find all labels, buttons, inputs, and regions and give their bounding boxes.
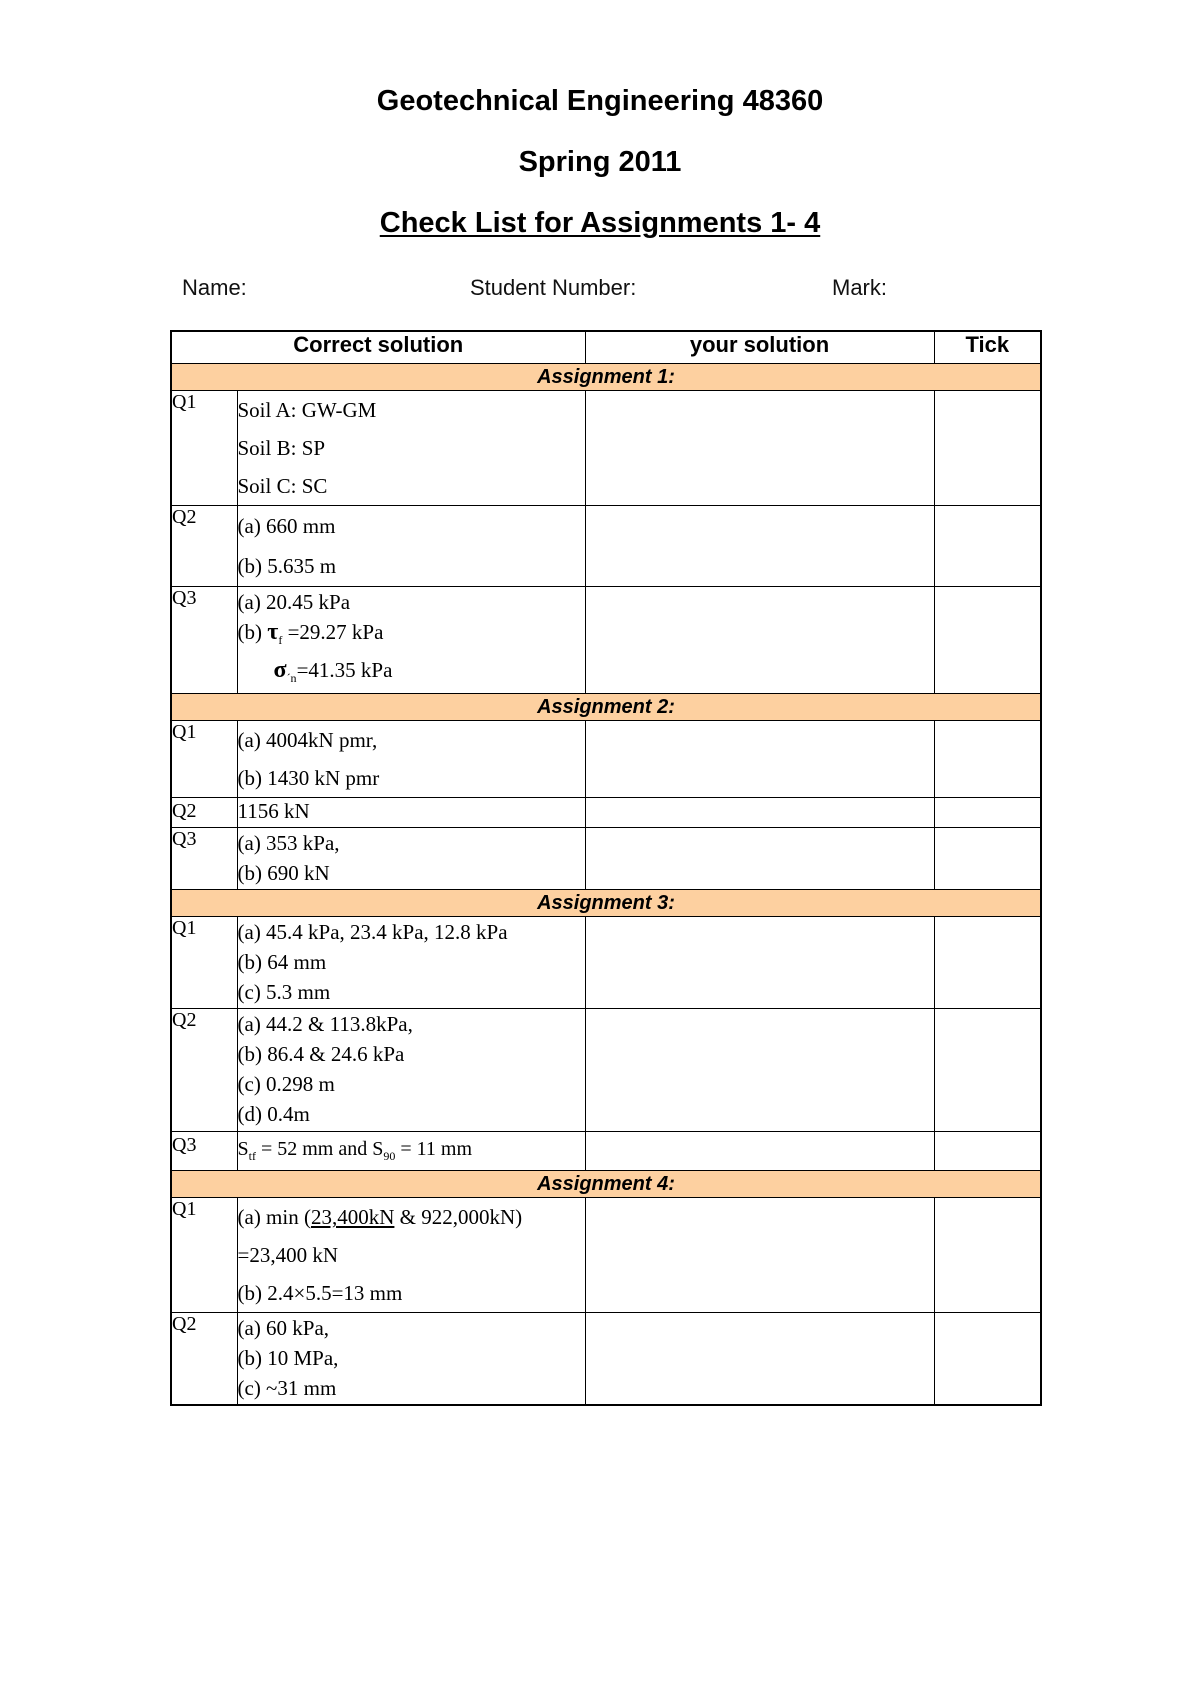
answer-line: 1156 kN [237, 799, 310, 824]
answer-line: (b) 64 mm [237, 950, 327, 975]
answer-line: (a) 4004kN pmr, [237, 728, 378, 753]
table-row [171, 721, 1041, 798]
answer-line [238, 617, 585, 655]
answer-value: =29.27 kPa [282, 620, 384, 644]
answer-line: (b) 5.635 m [237, 554, 337, 578]
answer-line: (c) ~31 mm [237, 1376, 337, 1401]
section-assignment-4 [171, 1171, 1041, 1198]
section-title: Assignment 4: [171, 1171, 1041, 1198]
your-solution-cell[interactable] [585, 1009, 934, 1132]
answer-line: (a) 45.4 kPa, 23.4 kPa, 12.8 kPa [237, 920, 508, 945]
tick-cell[interactable] [934, 798, 1041, 828]
answer-line: (d) 0.4m [237, 1102, 310, 1127]
answer-line: (b) 10 MPa, [237, 1346, 339, 1371]
section-assignment-2 [171, 694, 1041, 721]
tick-cell[interactable] [934, 828, 1041, 890]
your-solution-cell[interactable] [585, 798, 934, 828]
table-row [171, 1198, 1041, 1313]
table-row [171, 506, 1041, 587]
answer-line: Soil C: SC [237, 474, 328, 498]
your-solution-cell[interactable] [585, 828, 934, 890]
answer-value: =41.35 kPa [296, 658, 393, 683]
answer-line: (b) 690 kN [237, 861, 330, 886]
settlement-symbol: S [372, 1138, 384, 1161]
col-header-tick: Tick [934, 331, 1041, 364]
correct-solution-cell [237, 587, 585, 694]
answer-prefix: (a) min ( [237, 1205, 311, 1230]
course-title: Geotechnical Engineering 48360 [376, 85, 824, 117]
tick-cell[interactable] [934, 1132, 1041, 1171]
correct-solution-cell [237, 391, 585, 506]
correct-solution-cell [237, 798, 585, 828]
question-number: Q3 [171, 587, 237, 694]
tick-cell[interactable] [934, 721, 1041, 798]
answer-value: & 922,000kN) [394, 1205, 523, 1230]
tick-cell[interactable] [934, 1009, 1041, 1132]
table-row [171, 828, 1041, 890]
table-row [171, 1313, 1041, 1405]
question-number: Q1 [171, 391, 237, 506]
tick-cell[interactable] [934, 587, 1041, 694]
correct-solution-cell [237, 506, 585, 587]
question-number: Q2 [171, 1009, 237, 1132]
term-title: Spring 2011 [518, 146, 682, 178]
correct-solution-cell [237, 917, 585, 1009]
section-assignment-3 [171, 890, 1041, 917]
section-title: Assignment 2: [171, 694, 1041, 721]
answer-line: (c) 5.3 mm [237, 980, 331, 1005]
col-header-yours: your solution [585, 331, 934, 364]
sigma-subscript: ´n [286, 671, 297, 686]
your-solution-cell[interactable] [585, 391, 934, 506]
answer-line: (a) 44.2 & 113.8kPa, [237, 1012, 413, 1037]
col-header-correct: Correct solution [171, 331, 585, 364]
your-solution-cell[interactable] [585, 587, 934, 694]
answer-line: Soil A: GW-GM [237, 398, 377, 422]
answer-line: (a) 20.45 kPa [237, 590, 351, 614]
correct-solution-cell [237, 1132, 585, 1171]
question-number: Q2 [171, 1313, 237, 1405]
sigma-symbol: σ [273, 657, 287, 684]
table-row [171, 587, 1041, 694]
your-solution-cell[interactable] [585, 721, 934, 798]
correct-solution-cell [237, 1009, 585, 1132]
checklist-table [170, 330, 1042, 1406]
settlement-subscript: 90 [383, 1149, 396, 1164]
question-number: Q3 [171, 1132, 237, 1171]
question-number: Q1 [171, 917, 237, 1009]
correct-solution-cell [237, 721, 585, 798]
tau-subscript: f [278, 633, 283, 648]
checklist-title: Check List for Assignments 1- 4 [379, 207, 821, 239]
section-title: Assignment 3: [171, 890, 1041, 917]
tick-cell[interactable] [934, 917, 1041, 1009]
answer-line: (a) 660 mm [237, 514, 336, 538]
underlined-value: 23,400kN [310, 1205, 395, 1230]
answer-line: (a) 60 kPa, [237, 1316, 330, 1341]
mark-label: Mark: [832, 275, 887, 300]
table-row [171, 917, 1041, 1009]
name-label: Name: [182, 275, 247, 300]
correct-solution-cell [237, 828, 585, 890]
answer-line: (b) 1430 kN pmr [237, 766, 380, 791]
answer-value: = 11 mm [395, 1138, 473, 1161]
header-row [171, 331, 1041, 364]
question-number: Q1 [171, 721, 237, 798]
answer-line [238, 1136, 585, 1170]
tick-cell[interactable] [934, 1198, 1041, 1313]
settlement-subscript: tf [248, 1149, 256, 1164]
your-solution-cell[interactable] [585, 917, 934, 1009]
tick-cell[interactable] [934, 1313, 1041, 1405]
tau-symbol: τ [267, 619, 279, 645]
your-solution-cell[interactable] [585, 1313, 934, 1405]
question-number: Q1 [171, 1198, 237, 1313]
your-solution-cell[interactable] [585, 1198, 934, 1313]
tick-cell[interactable] [934, 391, 1041, 506]
answer-line: (b) 86.4 & 24.6 kPa [237, 1042, 405, 1067]
answer-line: Soil B: SP [237, 436, 326, 460]
section-title: Assignment 1: [171, 364, 1041, 391]
your-solution-cell[interactable] [585, 1132, 934, 1171]
student-number-label: Student Number: [470, 275, 637, 300]
question-number: Q3 [171, 828, 237, 890]
correct-solution-cell [237, 1313, 585, 1405]
correct-solution-cell [237, 1198, 585, 1313]
answer-line: (a) 353 kPa, [237, 831, 340, 856]
settlement-symbol: S [237, 1138, 249, 1161]
tick-cell[interactable] [934, 506, 1041, 587]
section-assignment-1 [171, 364, 1041, 391]
table-row [171, 391, 1041, 506]
answer-line: =23,400 kN [237, 1243, 339, 1268]
question-number: Q2 [171, 506, 237, 587]
answer-line [238, 655, 585, 693]
answer-line [238, 1198, 585, 1236]
answer-line: (c) 0.298 m [237, 1072, 335, 1097]
question-number: Q2 [171, 798, 237, 828]
answer-line: (b) 2.4×5.5=13 mm [237, 1281, 403, 1306]
answer-prefix: (b) [237, 620, 268, 644]
your-solution-cell[interactable] [585, 506, 934, 587]
table-row [171, 1009, 1041, 1132]
answer-value: = 52 mm and [255, 1138, 373, 1161]
table-row [171, 1132, 1041, 1171]
table-row [171, 798, 1041, 828]
